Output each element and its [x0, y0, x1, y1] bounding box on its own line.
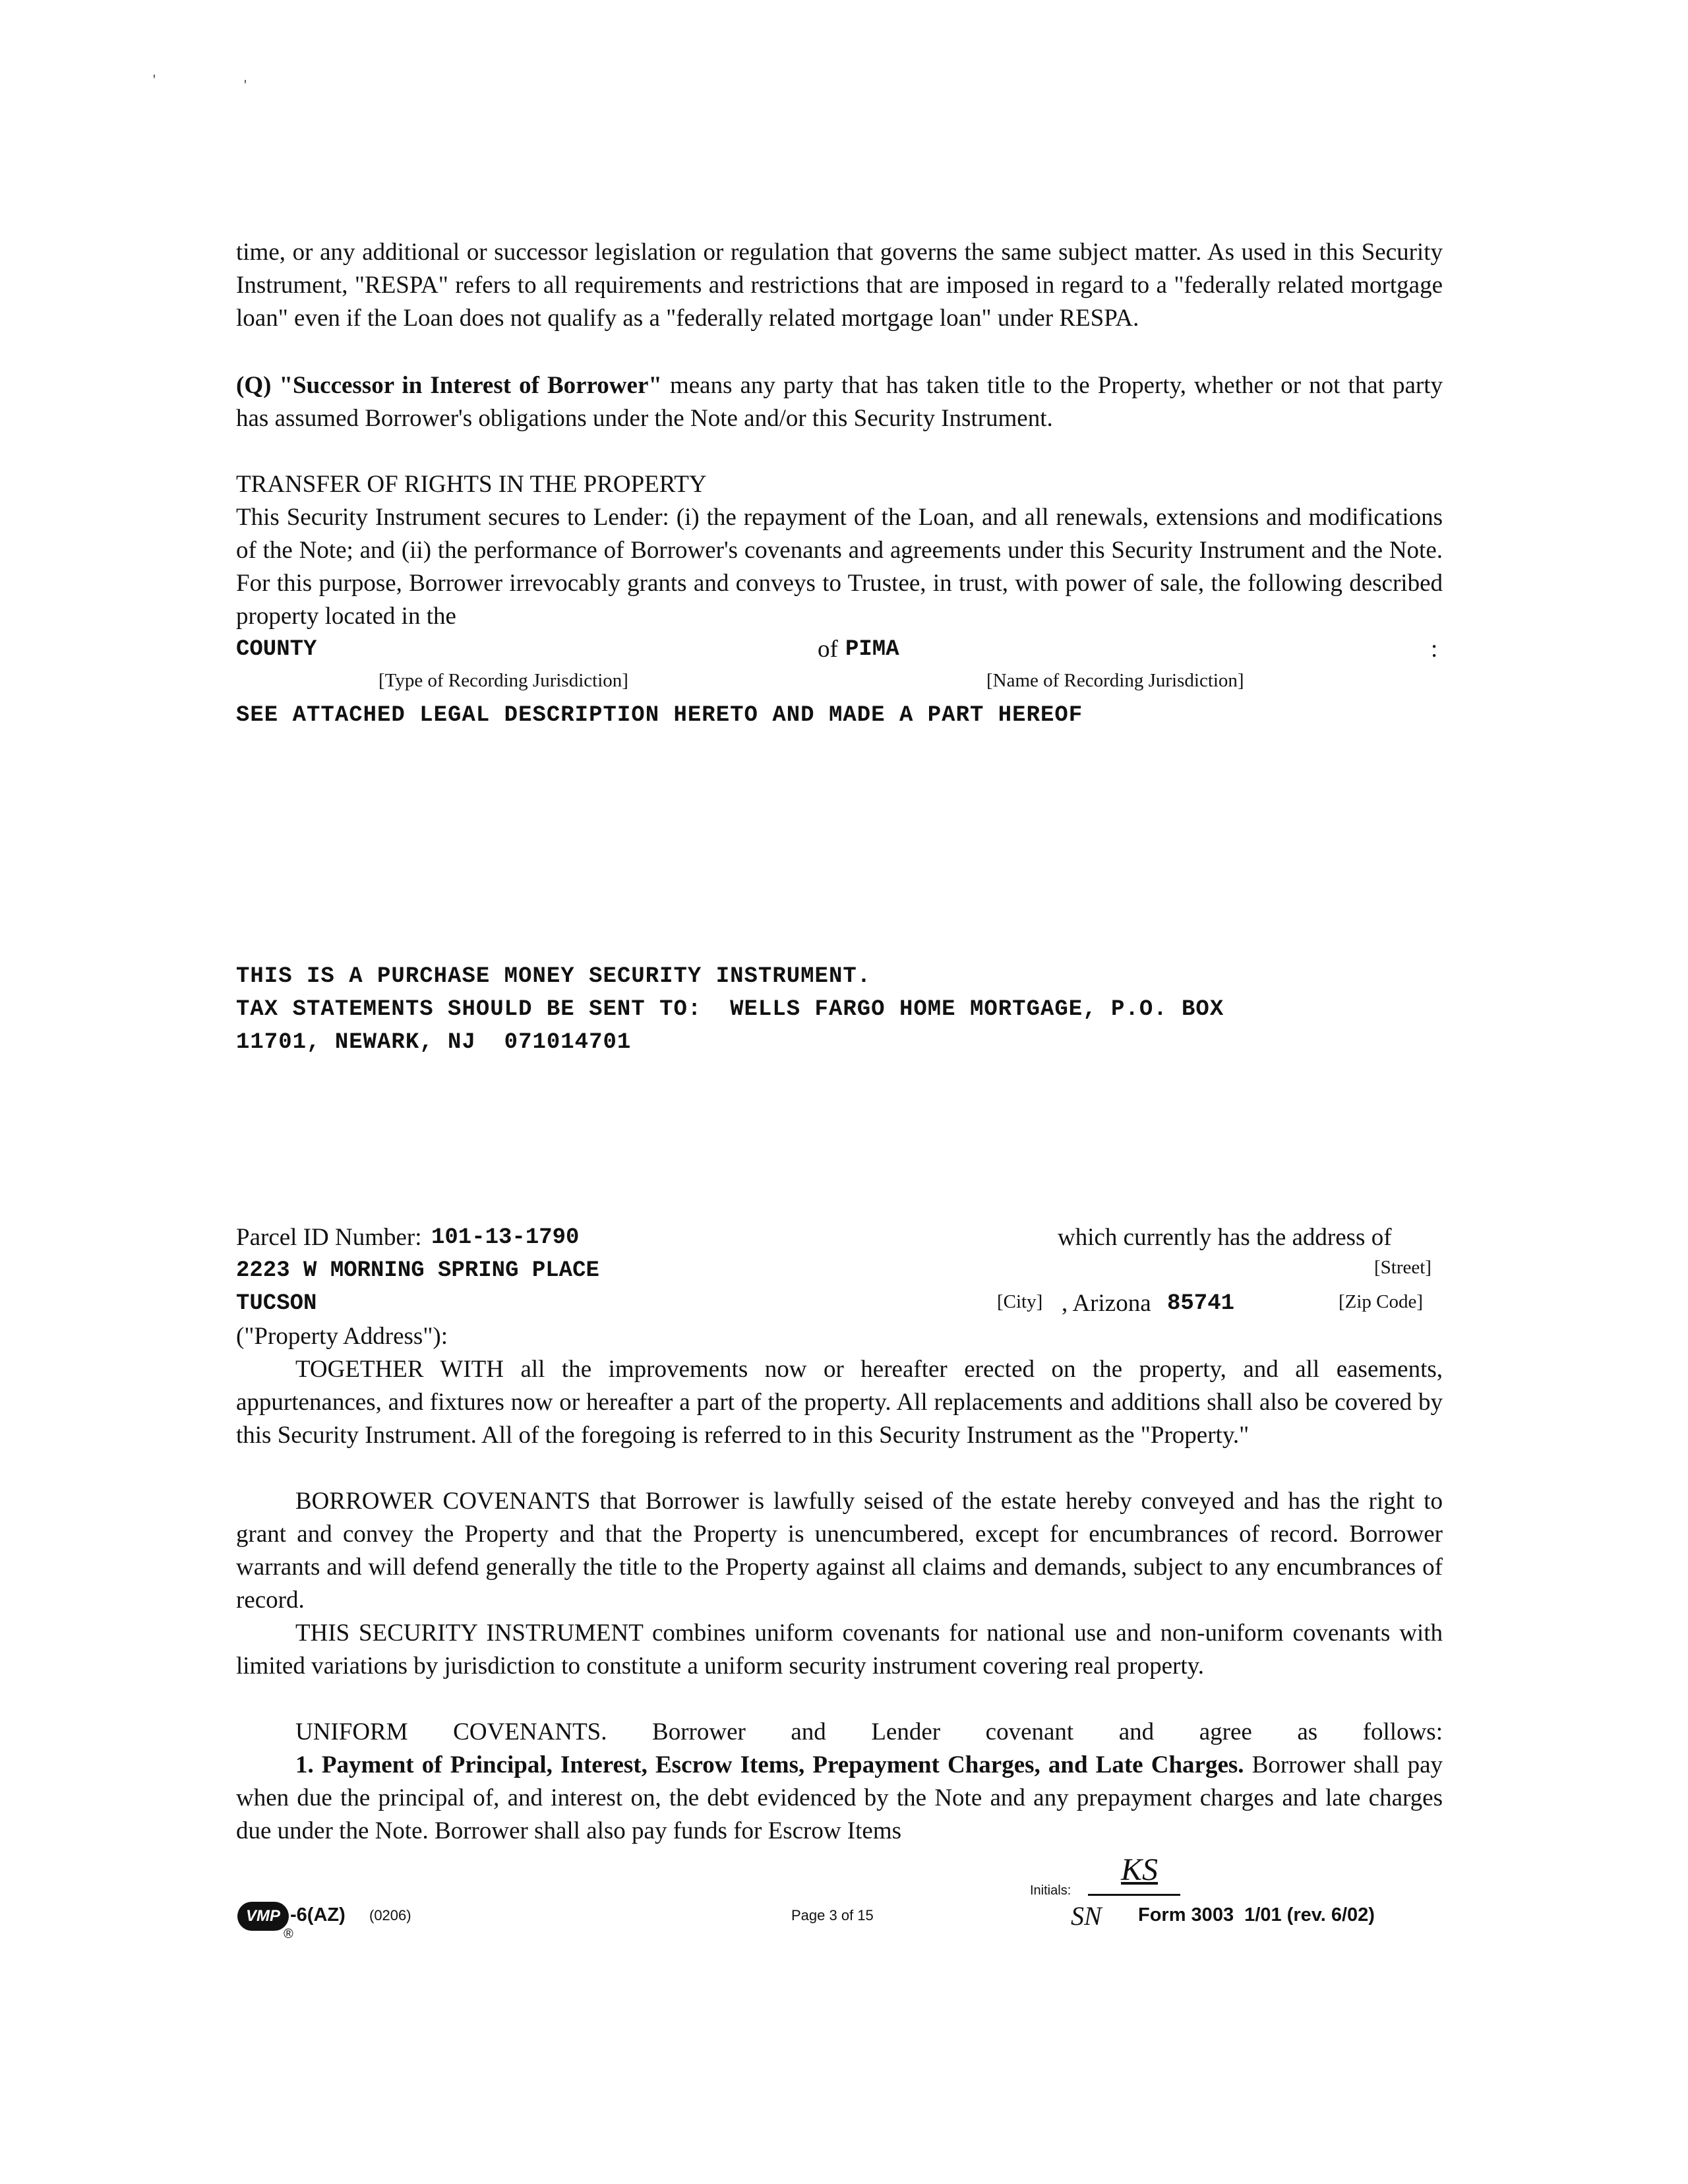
- purchase-money-note: THIS IS A PURCHASE MONEY SECURITY INSTRUMENT.: [236, 964, 872, 989]
- address-intro: which currently has the address of: [1058, 1224, 1392, 1251]
- borrower-covenants-paragraph: BORROWER COVENANTS that Borrower is lawfully seised of the estate hereby conveyed and has the right to grant and convey the Property and that the Property is unencumbered, except for encumbrances of record. Borrower warrants and will defend generally the title to the Property against all claims and demands, subject to any encumbrances of record.: [236, 1488, 1443, 1614]
- name-caption: [Name of Recording Jurisdiction]: [986, 670, 1244, 691]
- vmp-logo: VMP: [237, 1902, 289, 1931]
- jurisdiction-type: COUNTY: [236, 637, 317, 662]
- transfer-heading: TRANSFER OF RIGHTS IN THE PROPERTY: [236, 471, 707, 498]
- successor-definition: means any party that has taken title to the Property, whether or not that party has assumed Borrower's obligations under the Note and/or this Security Instrument.: [236, 372, 1443, 432]
- successor-term: (Q) "Successor in Interest of Borrower": [236, 372, 662, 399]
- registered-mark-icon: ®: [284, 1927, 293, 1941]
- scan-speck: ': [244, 76, 247, 93]
- state: , Arizona: [1062, 1290, 1151, 1317]
- transfer-paragraph: This Security Instrument secures to Lender: (i) the repayment of the Loan, and all renewals, extensions and modifications of the Note; and (ii) the performance of Borrower's covenants and agreements under this Security Instrument and the Note. For this purpose, Borrower irrevocably grants and conveys to Trustee, in trust, with power of sale, the following described property located in the: [236, 504, 1443, 630]
- city-caption: [City]: [997, 1291, 1043, 1312]
- payment-text: Borrower shall pay when due the principal of, and interest on, the debt evidenced by the Note and any prepayment charges and late charges due under the Note. Borrower shall also pay funds for Escrow Items: [236, 1751, 1443, 1844]
- successor-paragraph: [236, 369, 1443, 435]
- street-caption: [Street]: [1374, 1257, 1432, 1278]
- parcel-id: 101-13-1790: [431, 1225, 580, 1250]
- street-address: 2223 W MORNING SPRING PLACE: [236, 1258, 599, 1283]
- initials-signature-2: SN: [1071, 1901, 1102, 1931]
- property-address-label: ("Property Address"):: [236, 1323, 448, 1350]
- uniform-covenants-line: UNIFORM COVENANTS. Borrower and Lender covenant and agree as follows:: [295, 1718, 1443, 1745]
- initials-line: [1088, 1894, 1180, 1896]
- together-with-paragraph: TOGETHER WITH all the improvements now or hereafter erected on the property, and all easements, appurtenances, and fixtures now or hereafter a part of the property. All replacements and additions shall also be covered by this Security Instrument. All of the foregoing is referred to in this Security Instrument as the "Property.": [236, 1356, 1443, 1449]
- page-number: Page 3 of 15: [791, 1907, 874, 1924]
- zip-caption: [Zip Code]: [1339, 1291, 1424, 1312]
- of-label: of: [818, 636, 838, 663]
- form-number: Form 3003 1/01 (rev. 6/02): [1138, 1904, 1375, 1926]
- city: TUCSON: [236, 1291, 317, 1316]
- legal-description: SEE ATTACHED LEGAL DESCRIPTION HERETO AND MADE A PART HEREOF: [236, 703, 1083, 728]
- parcel-label: Parcel ID Number:: [236, 1224, 422, 1251]
- jurisdiction-colon: :: [1431, 636, 1438, 663]
- form-code: -6(AZ): [290, 1904, 346, 1926]
- type-caption: [Type of Recording Jurisdiction]: [378, 670, 628, 691]
- scan-speck: ': [153, 71, 156, 88]
- initials-label: Initials:: [1030, 1883, 1071, 1898]
- payment-paragraph: [236, 1749, 1443, 1848]
- tax-statements-line2: 11701, NEWARK, NJ 071014701: [236, 1030, 632, 1055]
- zip: 85741: [1167, 1291, 1235, 1316]
- tax-statements-line1: TAX STATEMENTS SHOULD BE SENT TO: WELLS FARGO HOME MORTGAGE, P.O. BOX: [236, 997, 1224, 1022]
- payment-heading: 1. Payment of Principal, Interest, Escrow Items, Prepayment Charges, and Late Charges.: [295, 1751, 1244, 1778]
- jurisdiction-name: PIMA: [845, 637, 899, 662]
- respa-paragraph: time, or any additional or successor legislation or regulation that governs the same subject matter. As used in this Security Instrument, "RESPA" refers to all requirements and restrictions that are imposed in regard to a "federally related mortgage loan" even if the Loan does not qualify as a "federally related mortgage loan" under RESPA.: [236, 239, 1443, 332]
- form-code-date: (0206): [369, 1907, 411, 1924]
- security-instrument-paragraph: THIS SECURITY INSTRUMENT combines uniform covenants for national use and non-uniform covenants with limited variations by jurisdiction to constitute a uniform security instrument covering real property.: [236, 1620, 1443, 1680]
- initials-signature: KS: [1121, 1852, 1159, 1887]
